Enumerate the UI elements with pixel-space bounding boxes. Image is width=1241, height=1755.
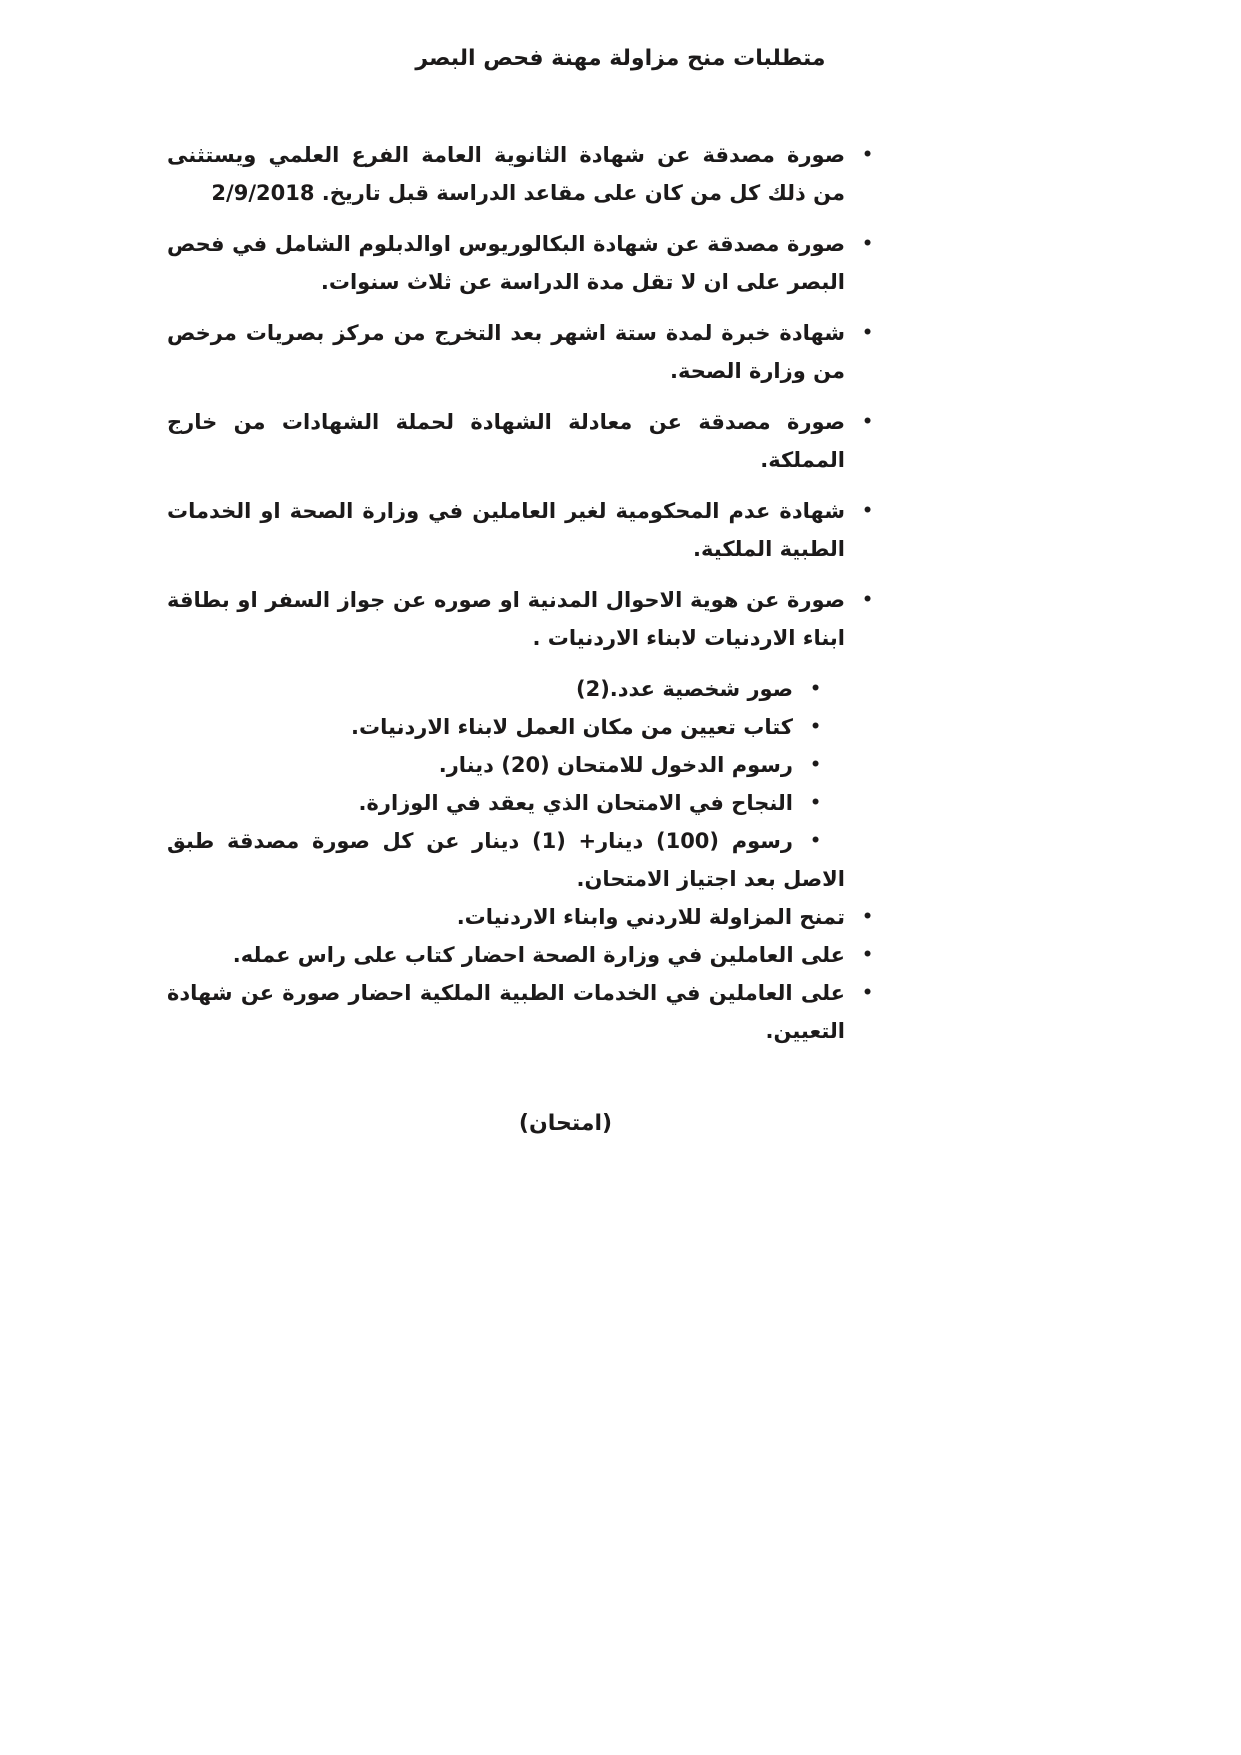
list-item-text: كتاب تعيين من مكان العمل لابناء الاردنيات. bbox=[351, 715, 793, 739]
list-item-text: صور شخصية عدد.(2) bbox=[575, 677, 793, 701]
bullet-icon: • bbox=[862, 412, 873, 432]
list-item bbox=[167, 898, 875, 936]
list-item bbox=[167, 225, 875, 301]
bullet-icon: • bbox=[862, 234, 873, 254]
list-item-text: رسوم (100) دينار+ (1) دينار عن كل صورة مصدقة طبق الاصل بعد اجتياز الامتحان. bbox=[167, 829, 845, 891]
bullet-icon: • bbox=[862, 145, 873, 165]
footer-note: (امتحان) bbox=[518, 1111, 613, 1136]
bullet-icon: • bbox=[810, 679, 821, 699]
requirements-list bbox=[167, 136, 875, 1050]
list-item-text: شهادة عدم المحكومية لغير العاملين في وزارة الصحة او الخدمات الطبية الملكية. bbox=[167, 499, 845, 561]
list-item-text: صورة عن هوية الاحوال المدنية او صوره عن جواز السفر او بطاقة ابناء الاردنيات لابناء الاردنيات . bbox=[167, 588, 845, 650]
bullet-icon: • bbox=[862, 907, 873, 927]
bullet-icon: • bbox=[810, 755, 821, 775]
list-item bbox=[167, 492, 875, 568]
list-item-text: صورة مصدقة عن شهادة البكالوريوس اوالدبلوم الشامل في فحص البصر على ان لا تقل مدة الدراسة عن ثلاث سنوات. bbox=[167, 232, 845, 294]
list-item bbox=[167, 936, 875, 974]
bullet-icon: • bbox=[862, 590, 873, 610]
list-item bbox=[167, 708, 875, 746]
list-item bbox=[167, 746, 875, 784]
list-item-text: على العاملين في وزارة الصحة احضار كتاب على راس عمله. bbox=[232, 943, 845, 967]
list-item-text: على العاملين في الخدمات الطبية الملكية احضار صورة عن شهادة التعيين. bbox=[167, 981, 845, 1043]
bullet-icon: • bbox=[810, 831, 821, 851]
bullet-icon: • bbox=[862, 945, 873, 965]
list-item bbox=[167, 974, 875, 1050]
list-item-text: شهادة خبرة لمدة ستة اشهر بعد التخرج من مركز بصريات مرخص من وزارة الصحة. bbox=[167, 321, 845, 383]
list-item-text: صورة مصدقة عن شهادة الثانوية العامة الفرع العلمي ويستثنى من ذلك كل من كان على مقاعد الدراسة قبل تاريخ. 2/9/2018 bbox=[167, 143, 845, 205]
list-item-text: النجاح في الامتحان الذي يعقد في الوزارة. bbox=[358, 791, 793, 815]
bullet-icon: • bbox=[862, 323, 873, 343]
bullet-icon: • bbox=[810, 717, 821, 737]
list-item bbox=[167, 822, 875, 898]
list-item bbox=[167, 670, 875, 708]
bullet-icon: • bbox=[810, 793, 821, 813]
list-item bbox=[167, 136, 875, 212]
list-item-text: تمنح المزاولة للاردني وابناء الاردنيات. bbox=[456, 905, 845, 929]
list-item bbox=[167, 403, 875, 479]
list-item-text: صورة مصدقة عن معادلة الشهادة لحملة الشهادات من خارج المملكة. bbox=[167, 410, 845, 472]
bullet-icon: • bbox=[862, 983, 873, 1003]
list-item bbox=[167, 581, 875, 657]
page-title: متطلبات منح مزاولة مهنة فحص البصر bbox=[415, 46, 826, 71]
bullet-icon: • bbox=[862, 501, 873, 521]
list-item bbox=[167, 314, 875, 390]
list-item bbox=[167, 784, 875, 822]
list-item-text: رسوم الدخول للامتحان (20) دينار. bbox=[438, 753, 793, 777]
